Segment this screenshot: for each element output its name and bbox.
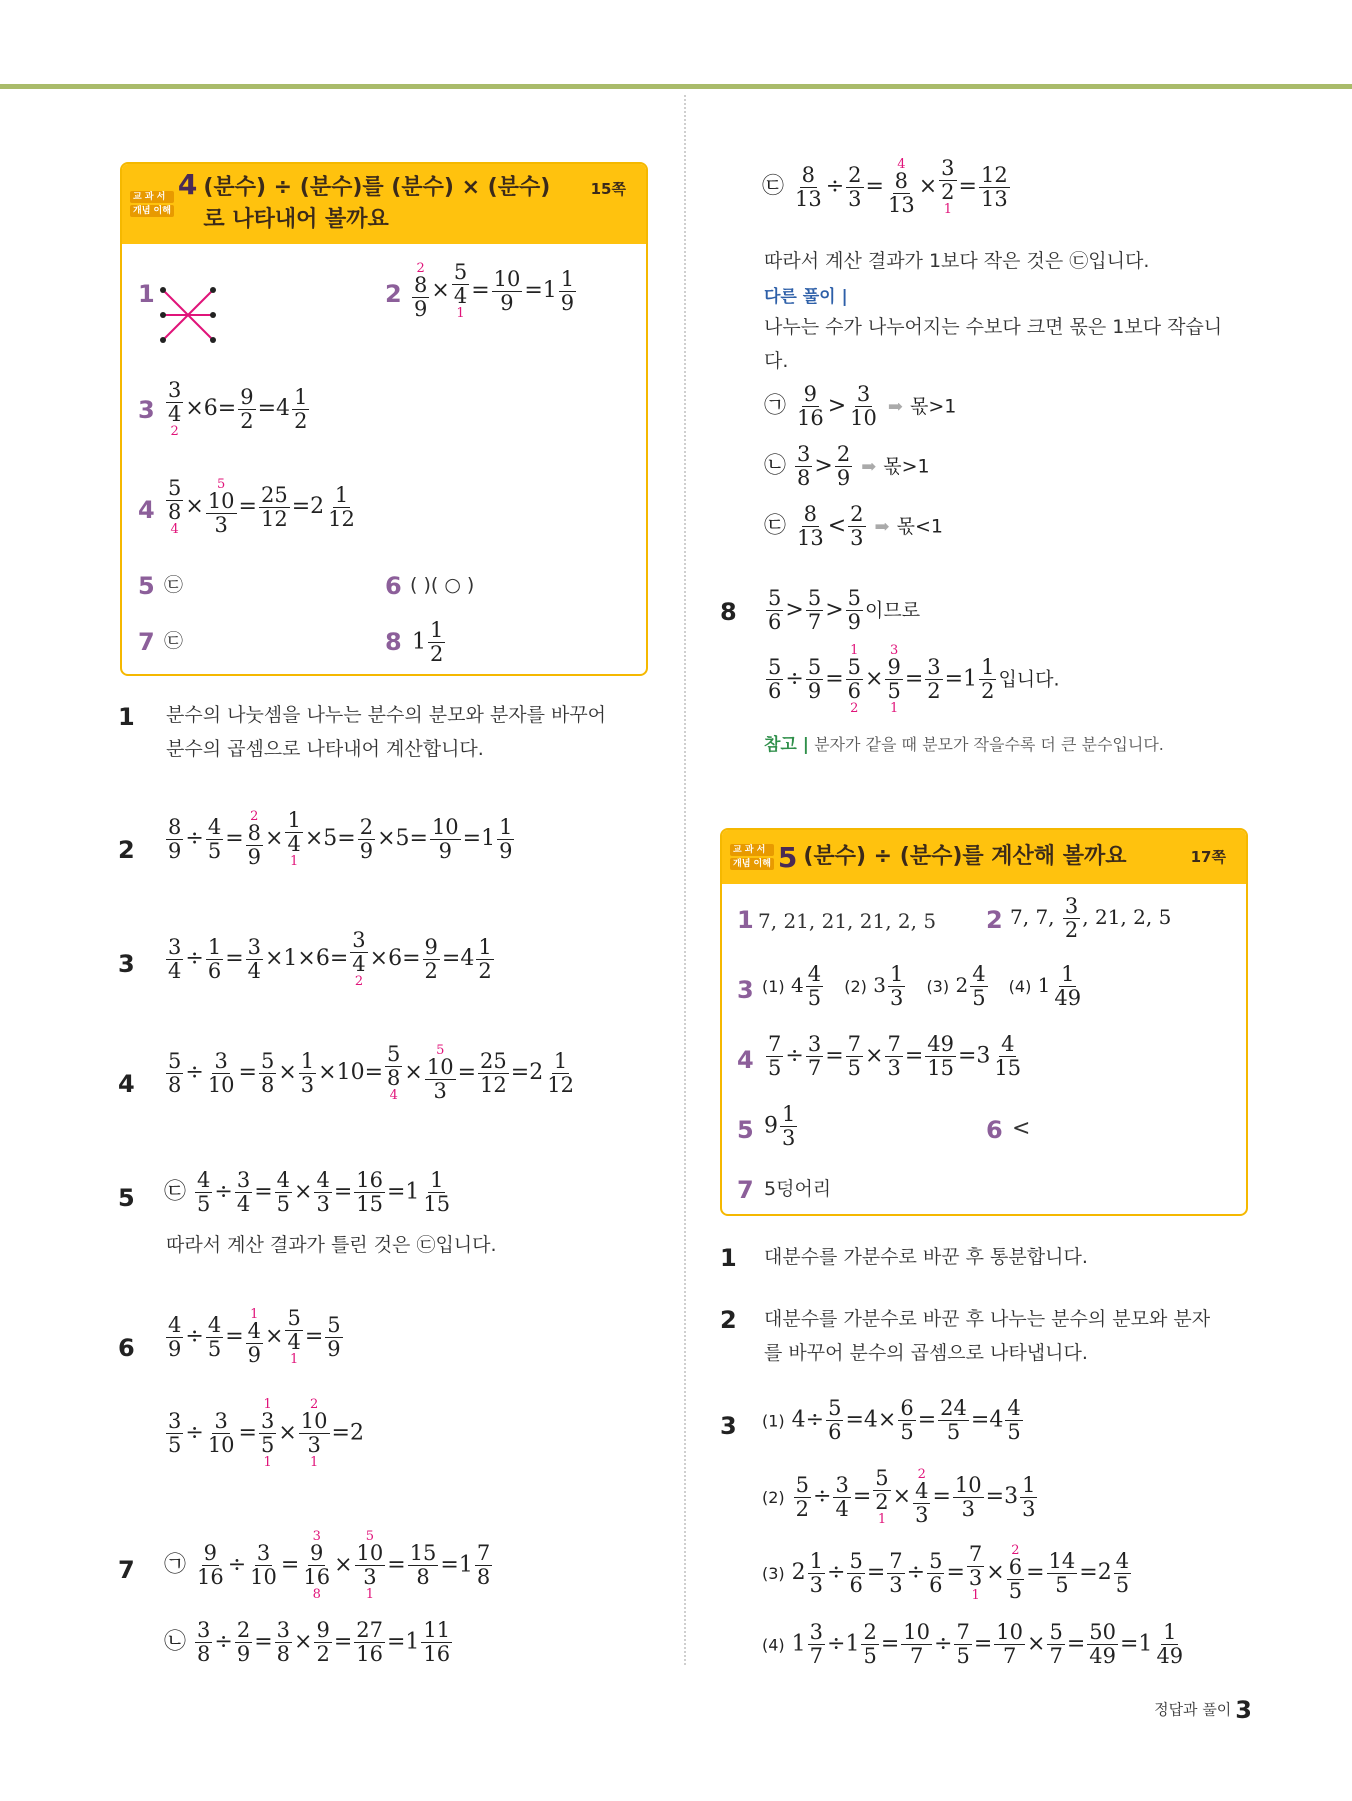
explanation-7-conclusion: 따라서 계산 결과가 1보다 작은 것은 ㉢입니다. [764, 250, 1150, 272]
explanation-3-math: $\frac{3}{4}$ ÷ $\frac{1}{6}$ = $\frac{3}{4}$ ×1×6= 3 4 2 ×6= $\frac{9}{2}$ =4 $\frac{1}{2}$ [168, 928, 492, 989]
answer-number: 1 [138, 280, 155, 308]
textbook-badge: 교 과 서 개념 이해 [130, 190, 174, 218]
alt-solution-line2: 다. [764, 350, 789, 372]
section-5-explanation-2-line1: 대분수를 가분수로 바꾼 후 나누는 분수의 분모와 분자 [764, 1308, 1211, 1330]
answer-number: 5 [138, 572, 155, 600]
answer-6: ( )( ○ ) [410, 574, 475, 596]
explanation-number: 5 [118, 1184, 135, 1212]
explanation-8-compare: $\frac{5}{6}$ > $\frac{5}{7}$ > $\frac{5}{9}$ 이므로 [768, 586, 921, 634]
explanation-number: 1 [720, 1244, 737, 1272]
answer-number: 5 [737, 1116, 754, 1144]
explanation-7-math-a: ㉠ $\frac{9}{16}$ ÷ $\frac{3}{10}$ = 3 9 16 8 × 5 10 3 1 = $\frac{15}{8}$ =1 $\frac{7}{8}$ [164, 1529, 491, 1602]
explanation-5-text: 따라서 계산 결과가 틀린 것은 ㉢입니다. [166, 1234, 497, 1256]
section-5-answer-5: 9 $\frac{1}{3}$ [764, 1102, 796, 1150]
footer-label: 정답과 풀이 [1154, 1700, 1232, 1719]
answer-number: 3 [138, 396, 155, 424]
page-footer [1154, 1696, 1252, 1724]
answer-4-math: 5 8 4 × 5 10 3 = $\frac{25}{12}$ =2 $\frac{1}{12}$ [168, 476, 355, 537]
answer-number: 6 [385, 572, 402, 600]
alt-compare-3: ㉢ $\frac{8}{13}$ < $\frac{2}{3}$ ➡ 몫<1 [764, 502, 944, 550]
section-5-box [720, 828, 1248, 1216]
explanation-number: 2 [720, 1306, 737, 1334]
answer-number: 6 [986, 1116, 1003, 1144]
answer-number: 1 [737, 906, 754, 934]
alt-solution-label: 다른 풀이 | [764, 287, 848, 307]
section-number: 5 [777, 840, 798, 874]
answer-7: ㉢ [164, 630, 184, 652]
explanation-7-math-b: ㉡ $\frac{3}{8}$ ÷ $\frac{2}{9}$ = $\frac{3}{8}$ × $\frac{9}{2}$ = $\frac{27}{16}$ =1 $\frac{11}{16}$ [164, 1618, 451, 1666]
alt-compare-2: ㉡ $\frac{3}{8}$ > $\frac{2}{9}$ ➡ 몫>1 [764, 442, 930, 490]
section-5-header [722, 830, 1246, 884]
section-5-explanation-3-3: (3) 2 $\frac{1}{3}$ ÷ $\frac{5}{6}$ = $\frac{7}{3}$ ÷ $\frac{5}{6}$ = 7 3 1 × 2 6 5 = $\frac{14}{5}$ =2 $\frac{4}{5}$ [762, 1542, 1130, 1603]
explanation-number: 1 [118, 703, 135, 731]
section-5-answer-3: (1) 4 $\frac{4}{5}$ (2) 3 $\frac{1}{3}$ (3) 2 $\frac{4}{5}$ (4) 1 $\frac{1}{49}$ [762, 962, 1082, 1010]
explanation-1-line2: 분수의 곱셈으로 나타내어 계산합니다. [166, 738, 484, 760]
answer-number: 4 [737, 1046, 754, 1074]
answer-number: 8 [385, 628, 402, 656]
answer-3-math: 3 4 2 ×6= $\frac{9}{2}$ =4 $\frac{1}{2}$ [168, 378, 308, 439]
matching-lines-diagram [158, 285, 220, 345]
section-title-cont: 로 나타내어 볼까요 [203, 207, 389, 232]
explanation-number: 3 [720, 1412, 737, 1440]
explanation-number: 7 [118, 1556, 135, 1584]
explanation-number: 3 [118, 950, 135, 978]
section-5-answer-7: 5덩어리 [764, 1178, 832, 1200]
explanation-number: 2 [118, 836, 135, 864]
textbook-badge: 교 과 서 개념 이해 [730, 843, 774, 871]
explanation-8-math: $\frac{5}{6}$ ÷ $\frac{5}{9}$ = 1 5 6 2 × 3 9 5 1 = $\frac{3}{2}$ =1 $\frac{1}{2}$ 입니다. [768, 643, 1060, 716]
explanation-5-math: ㉢ $\frac{4}{5}$ ÷ $\frac{3}{4}$ = $\frac{4}{5}$ × $\frac{4}{3}$ = $\frac{16}{15}$ =1 $\frac{1}{15}$ [164, 1168, 451, 1216]
answer-number: 4 [138, 496, 155, 524]
explanation-4-math: $\frac{5}{8}$ ÷ $\frac{3}{10}$ = $\frac{5}{8}$ × $\frac{1}{3}$ ×10= 5 8 4 × 5 10 3 = $\frac{25}{12}$ =2 $\frac{1}{12}$ [168, 1042, 574, 1103]
explanation-number: 8 [720, 598, 737, 626]
section-5-answer-1: 7, 21, 21, 21, 2, 5 [758, 909, 937, 933]
column-divider [684, 95, 686, 1665]
section-number: 4 [177, 168, 198, 201]
page-ref: 15쪽 [590, 180, 626, 198]
explanation-2-math: $\frac{8}{9}$ ÷ $\frac{4}{5}$ = 2 8 9 × 1 4 1 ×5= $\frac{2}{9}$ ×5= $\frac{10}{9}$ =1 $\frac{1}{9}$ [168, 808, 513, 869]
page-ref: 17쪽 [1190, 848, 1226, 866]
explanation-number: 4 [118, 1070, 135, 1098]
section-title: (분수) ÷ (분수)를 (분수) × (분수) [203, 175, 551, 200]
top-rule [0, 84, 1352, 89]
answer-number: 3 [737, 976, 754, 1004]
reference-note: 참고 | 분자가 같을 때 분모가 작을수록 더 큰 분수입니다. [764, 735, 1164, 755]
answer-number: 7 [138, 628, 155, 656]
section-5-explanation-2-line2: 를 바꾸어 분수의 곱셈으로 나타냅니다. [764, 1342, 1088, 1364]
answer-8-math: 1 $\frac{1}{2}$ [412, 618, 444, 666]
answer-2-math: 2 8 9 × 5 4 1 = $\frac{10}{9}$ =1 $\frac{1}{9}$ [414, 260, 575, 321]
section-5-answer-6: < [1012, 1116, 1031, 1141]
answer-number: 2 [986, 906, 1003, 934]
answer-number: 7 [737, 1176, 754, 1204]
section-5-explanation-3-2: (2) $\frac{5}{2}$ ÷ $\frac{3}{4}$ = 5 2 1 × 2 4 3 = $\frac{10}{3}$ =3 $\frac{1}{3}$ [762, 1466, 1036, 1527]
explanation-6-math-b: $\frac{3}{5}$ ÷ $\frac{3}{10}$ = 1 3 5 1 × 2 10 3 1 =2 [168, 1397, 364, 1470]
explanation-number: 6 [118, 1334, 135, 1362]
section-title: (분수) ÷ (분수)를 계산해 볼까요 [803, 844, 1127, 869]
section-5-answer-2: 7, 7, $\frac{3}{2}$ , 21, 2, 5 [1010, 894, 1172, 942]
explanation-1-line1: 분수의 나눗셈을 나누는 분수의 분모와 분자를 바꾸어 [166, 704, 607, 726]
alt-solution-line1: 나누는 수가 나누어지는 수보다 크면 몫은 1보다 작습니 [764, 316, 1223, 338]
section-5-explanation-3-1: (1) 4÷ $\frac{5}{6}$ =4× $\frac{6}{5}$ = $\frac{24}{5}$ =4 $\frac{4}{5}$ [762, 1396, 1021, 1444]
page-number: 3 [1235, 1696, 1252, 1724]
answer-5: ㉢ [164, 574, 184, 596]
alt-compare-1: ㉠ $\frac{9}{16}$ > $\frac{3}{10}$ ➡ 몫>1 [764, 382, 957, 430]
explanation-7-math-c: ㉢ $\frac{8}{13}$ ÷ $\frac{2}{3}$ = 4 8 13 × 3 2 1 = $\frac{12}{13}$ [762, 156, 1008, 217]
explanation-6-math-a: $\frac{4}{9}$ ÷ $\frac{4}{5}$ = 1 4 9 × 5 4 1 = $\frac{5}{9}$ [168, 1306, 341, 1367]
section-5-answer-4: $\frac{7}{5}$ ÷ $\frac{3}{7}$ = $\frac{7}{5}$ × $\frac{7}{3}$ = $\frac{49}{15}$ =3 $\frac{4}{15}$ [768, 1032, 1022, 1080]
section-4-header [122, 164, 646, 244]
section-5-explanation-1: 대분수를 가분수로 바꾼 후 통분합니다. [764, 1246, 1088, 1268]
answer-number: 2 [385, 280, 402, 308]
section-5-explanation-3-4: (4) 1 $\frac{3}{7}$ ÷1 $\frac{2}{5}$ = $\frac{10}{7}$ ÷ $\frac{7}{5}$ = $\frac{10}{7}$ × $\frac{5}{7}$ = $\frac{50}{49}$ =1 $\frac{1}{49}$ [762, 1620, 1184, 1668]
